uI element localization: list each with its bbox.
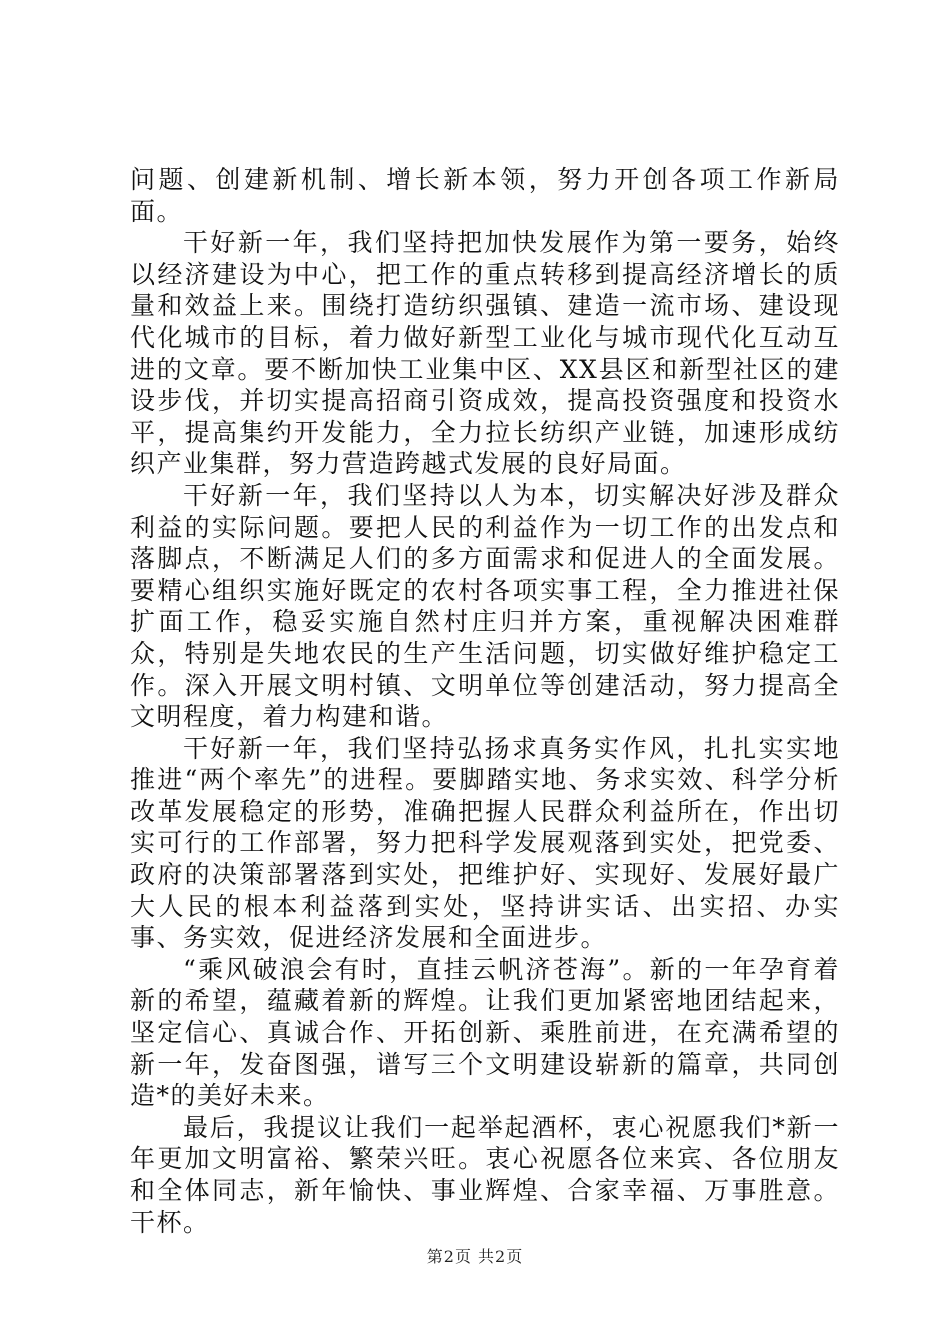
document-body <box>130 164 840 1238</box>
paragraph-2: 干好新一年，我们坚持把加快发展作为第一要务，始终以经济建设为中心，把工作的重点转移到提高经济增长的质量和效益上来。围绕打造纺织强镇、建造一流市场、建设现代化城市的目标，着力做好新型工业化与城市现代化互动互进的文章。要不断加快工业集中区、XX县区和新型社区的建设步伐，并切实提高招商引资成效，提高投资强度和投资水平，提高集约开发能力，全力拉长纺织产业链，加速形成纺织产业集群，努力营造跨越式发展的良好局面。 <box>130 228 840 479</box>
paragraph-3: 干好新一年，我们坚持以人为本，切实解决好涉及群众利益的实际问题。要把人民的利益作为一切工作的出发点和落脚点，不断满足人们的多方面需求和促进人的全面发展。要精心组织实施好既定的农村各项实事工程，全力推进社保扩面工作，稳妥实施自然村庄归并方案，重视解决困难群众，特别是失地农民的生产生活问题，切实做好维护稳定工作。深入开展文明村镇、文明单位等创建活动，努力提高全文明程度，着力构建和谐。 <box>130 480 840 732</box>
page-number-footer: 第2页 共2页 <box>426 1247 524 1266</box>
paragraph-5: “乘风破浪会有时，直挂云帆济苍海”。新的一年孕育着新的希望，蕴藏着新的辉煌。让我们更加紧密地团结起来，坚定信心、真诚合作、开拓创新、乘胜前进，在充满希望的新一年，发奋图强，谱写三个文明建设崭新的篇章，共同创造*的美好未来。 <box>130 954 840 1111</box>
paragraph-1: 问题、创建新机制、增长新本领，努力开创各项工作新局面。 <box>130 165 840 226</box>
paragraph-4: 干好新一年，我们坚持弘扬求真务实作风，扎扎实实地推进“两个率先”的进程。要脚踏实地、务求实效、科学分析改革发展稳定的形势，准确把握人民群众利益所在，作出切实可行的工作部署，努力把科学发展观落到实处，把党委、政府的决策部署落到实处，把维护好、实现好、发展好最广大人民的根本利益落到实处，坚持讲实话、出实招、办实事、务实效，促进经济发展和全面进步。 <box>130 733 840 953</box>
paragraph-6: 最后，我提议让我们一起举起酒杯，衷心祝愿我们*新一年更加文明富裕、繁荣兴旺。衷心祝愿各位来宾、各位朋友和全体同志，新年愉快、事业辉煌、合家幸福、万事胜意。干杯。 <box>130 1112 840 1237</box>
